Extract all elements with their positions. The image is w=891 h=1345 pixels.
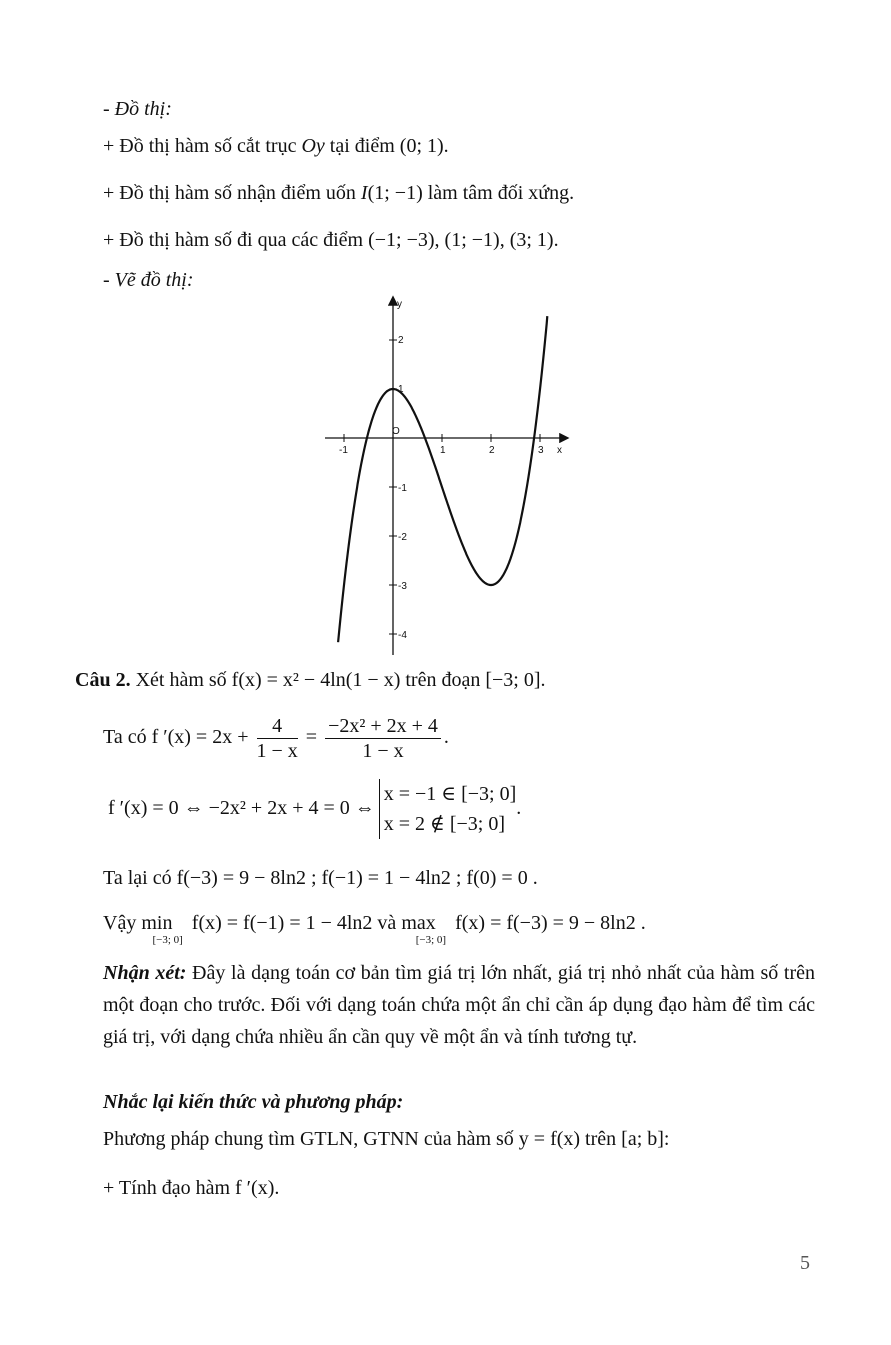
cau2-statement bbox=[75, 667, 546, 693]
oy-axis-name: Oy bbox=[301, 135, 325, 157]
oy-intercept-text-b: tại điểm (0; 1). bbox=[324, 135, 449, 157]
step1-line: + Tính đạo hàm f ′(x). bbox=[103, 1177, 280, 1199]
points-line: + Đồ thị hàm số đi qua các điểm (−1; −3), (1; −1), (3; 1). bbox=[103, 229, 559, 251]
fraction-simplified bbox=[325, 714, 441, 763]
case-x-2: x = 2 ∉ [−3; 0] bbox=[383, 813, 505, 836]
max-result: f(x) = f(−3) = 9 − 8ln2 . bbox=[450, 912, 646, 934]
cau2-title: Câu 2. bbox=[75, 669, 131, 691]
max-subscript: [−3; 0] bbox=[415, 934, 447, 946]
derivative-prefix: Ta có f ′(x) = 2x + bbox=[103, 726, 254, 748]
min-subscript: [−3; 0] bbox=[152, 934, 183, 946]
graph-section-heading: - Đồ thị: bbox=[103, 98, 172, 120]
case-x-neg1: x = −1 ∈ [−3; 0] bbox=[383, 783, 517, 806]
fraction2-denominator: 1 − x bbox=[362, 739, 404, 762]
x-tick-label-neg1: -1 bbox=[339, 445, 348, 456]
x-axis-label: x bbox=[557, 445, 562, 456]
conclusion-line bbox=[103, 910, 646, 953]
case-bracket bbox=[379, 779, 517, 839]
inflection-point-name: I bbox=[360, 182, 368, 204]
zero-equation: f ′(x) = 0 ⇔ −2x² + 2x + 4 = 0 ⇔ bbox=[108, 797, 375, 819]
min-result: f(x) = f(−1) = 1 − 4ln2 và bbox=[186, 912, 402, 934]
max-operator: max bbox=[401, 912, 436, 934]
draw-graph-heading: - Vẽ đồ thị: bbox=[103, 269, 194, 291]
cau2-function: Xét hàm số f(x) = x² − 4ln(1 − x) trên đoạn [−3; 0]. bbox=[130, 669, 546, 691]
inflection-text-a: + Đồ thị hàm số nhận điểm uốn bbox=[103, 182, 361, 204]
x-tick-label-3: 3 bbox=[538, 445, 544, 456]
function-values-line: Ta lại có f(−3) = 9 − 8ln2 ; f(−1) = 1 − 4ln2 ; f(0) = 0 . bbox=[103, 867, 538, 889]
y-tick-label-2: 2 bbox=[398, 335, 404, 346]
conclusion-vay: Vậy bbox=[103, 912, 142, 934]
fraction1-denominator: 1 − x bbox=[256, 739, 298, 762]
inflection-text-b: (1; −1) làm tâm đối xứng. bbox=[367, 182, 575, 204]
min-operator: min bbox=[141, 912, 173, 934]
equals-sign: = bbox=[300, 726, 323, 748]
remark-label: Nhận xét: bbox=[103, 962, 187, 984]
x-tick-label-1: 1 bbox=[440, 445, 446, 456]
fraction2-numerator: −2x² + 2x + 4 bbox=[325, 714, 441, 739]
critical-points-line bbox=[108, 776, 521, 840]
page-number: 5 bbox=[800, 1252, 810, 1274]
oy-intercept-text-a: + Đồ thị hàm số cắt trục bbox=[103, 135, 302, 157]
remark-text: Đây là dạng toán cơ bản tìm giá trị lớn nhất, giá trị nhỏ nhất của hàm số trên một đoạn cho trước. Đối với dạng toán chứa một ẩn chỉ cần áp dụng đạo hàm để tìm các giá trị, với dạng chứa nhiều ẩn cần quy về một ẩn và tính tương tự. bbox=[103, 962, 815, 1048]
remark-paragraph bbox=[103, 957, 815, 1053]
review-heading: Nhắc lại kiến thức và phương pháp: bbox=[103, 1091, 404, 1113]
cubic-graph bbox=[0, 0, 891, 670]
y-tick-label-neg3: -3 bbox=[398, 581, 407, 592]
x-tick-label-2: 2 bbox=[489, 445, 495, 456]
y-axis-label: y bbox=[397, 299, 402, 310]
y-tick-label-neg1: -1 bbox=[398, 483, 407, 494]
cubic-curve bbox=[338, 316, 547, 642]
y-tick-label-neg4: -4 bbox=[398, 630, 407, 641]
derivative-period: . bbox=[443, 726, 449, 748]
y-tick-label-1: 1 bbox=[398, 384, 404, 395]
origin-label: O bbox=[392, 426, 400, 437]
y-tick-label-neg2: -2 bbox=[398, 532, 407, 543]
case-period: . bbox=[516, 797, 522, 819]
fraction1-numerator: 4 bbox=[257, 714, 298, 739]
derivative-line bbox=[103, 710, 449, 764]
fraction-4-over-1-minus-x bbox=[257, 714, 298, 763]
method-line: Phương pháp chung tìm GTLN, GTNN của hàm số y = f(x) trên [a; b]: bbox=[103, 1128, 670, 1150]
